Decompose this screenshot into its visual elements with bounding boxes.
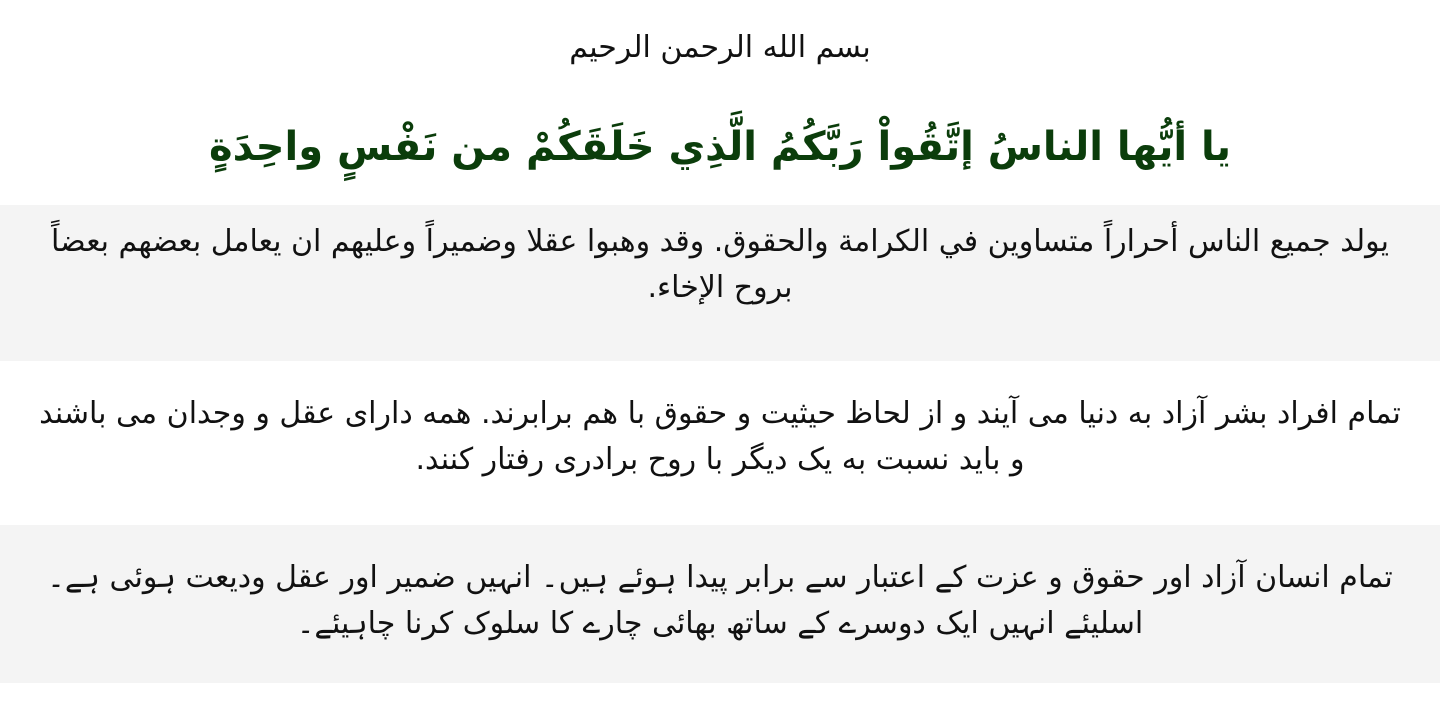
arabic-paragraph: يولد جميع الناس أحراراً متساوين في الكرامة والحقوق. وقد وهبوا عقلا وضميراً وعليهم ان يعامل بعضهم بعضاً بروح الإخاء. — [0, 205, 1440, 361]
persian-paragraph: تمام افراد بشر آزاد به دنیا می آیند و از لحاظ حیثیت و حقوق با هم برابرند. همه دارای عقل و وجدان می باشند و باید نسبت به یک دیگر با روح برادری رفتار کنند. — [0, 361, 1440, 525]
verse-heading: يا أيُّها الناسُ إتَّقُواْ رَبَّكُمُ الَّذِي خَلَقَكُمْ من نَفْسٍ واحِدَةٍ — [208, 124, 1232, 170]
basmala-heading: بسم الله الرحمن الرحيم — [569, 30, 871, 65]
urdu-paragraph: تمام انسان آزاد اور حقوق و عزت کے اعتبار سے برابر پیدا ہوئے ہیں۔ انہیں ضمیر اور عقل ودیعت ہوئی ہے۔ اسلیئے انہیں ایک دوسرے کے ساتھ بھائی چارے کا سلوک کرنا چاہیئے۔ — [0, 525, 1440, 683]
